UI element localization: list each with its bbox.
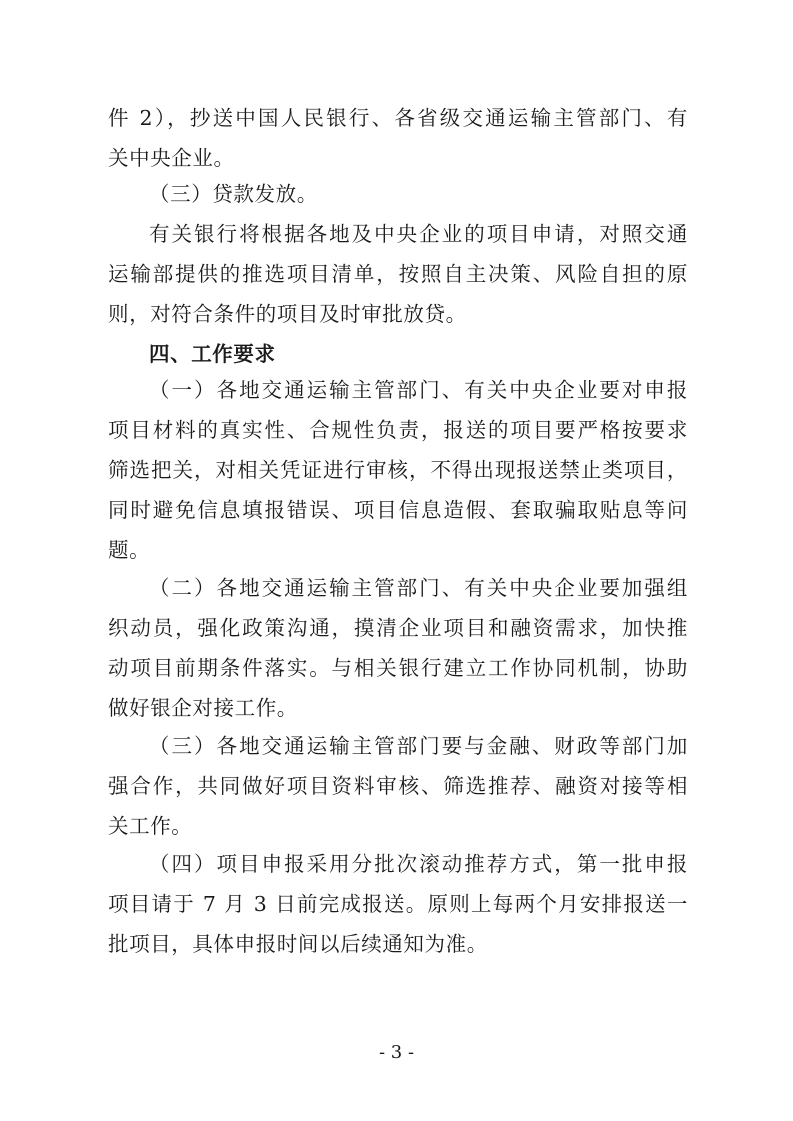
body-line-8: （一）各地交通运输主管部门、有关中央企业要对申报: [149, 378, 688, 402]
body-line-9: 项目材料的真实性、合规性负责，报送的项目要严格按要求: [108, 418, 688, 442]
body-line-6: 则，对符合条件的项目及时审批放贷。: [108, 302, 467, 326]
body-line-2: 关中央企业。: [108, 146, 235, 170]
body-line-15: 动项目前期条件落实。与相关银行建立工作协同机制，协助: [108, 656, 688, 680]
body-line-17: （三）各地交通运输主管部门要与金融、财政等部门加: [149, 734, 688, 758]
section-heading: 四、工作要求: [149, 342, 276, 366]
body-line-12: 题。: [108, 538, 151, 562]
body-line-22: 批项目，具体申报时间以后续通知为准。: [108, 932, 488, 956]
body-line-1: 件 2），抄送中国人民银行、各省级交通运输主管部门、有: [108, 106, 688, 130]
page-number: - 3 -: [378, 1042, 415, 1063]
body-line-14: 织动员，强化政策沟通，摸清企业项目和融资需求，加快推: [108, 616, 688, 640]
body-line-5: 运输部提供的推选项目清单，按照自主决策、风险自担的原: [108, 262, 688, 286]
body-line-13: （二）各地交通运输主管部门、有关中央企业要加强组: [149, 576, 688, 600]
body-line-18: 强合作，共同做好项目资料审核、筛选推荐、融资对接等相: [108, 774, 688, 798]
body-line-21: 项目请于 7 月 3 日前完成报送。原则上每两个月安排报送一: [108, 892, 688, 916]
body-line-20: （四）项目申报采用分批次滚动推荐方式，第一批申报: [149, 852, 688, 876]
body-line-10: 筛选把关，对相关凭证进行审核，不得出现报送禁止类项目，: [108, 458, 688, 482]
body-line-11: 同时避免信息填报错误、项目信息造假、套取骗取贴息等问: [108, 498, 688, 522]
body-line-19: 关工作。: [108, 814, 193, 838]
body-line-16: 做好银企对接工作。: [108, 696, 298, 720]
subsection-heading: （三）贷款发放。: [149, 182, 318, 206]
body-line-4: 有关银行将根据各地及中央企业的项目申请，对照交通: [149, 222, 688, 246]
